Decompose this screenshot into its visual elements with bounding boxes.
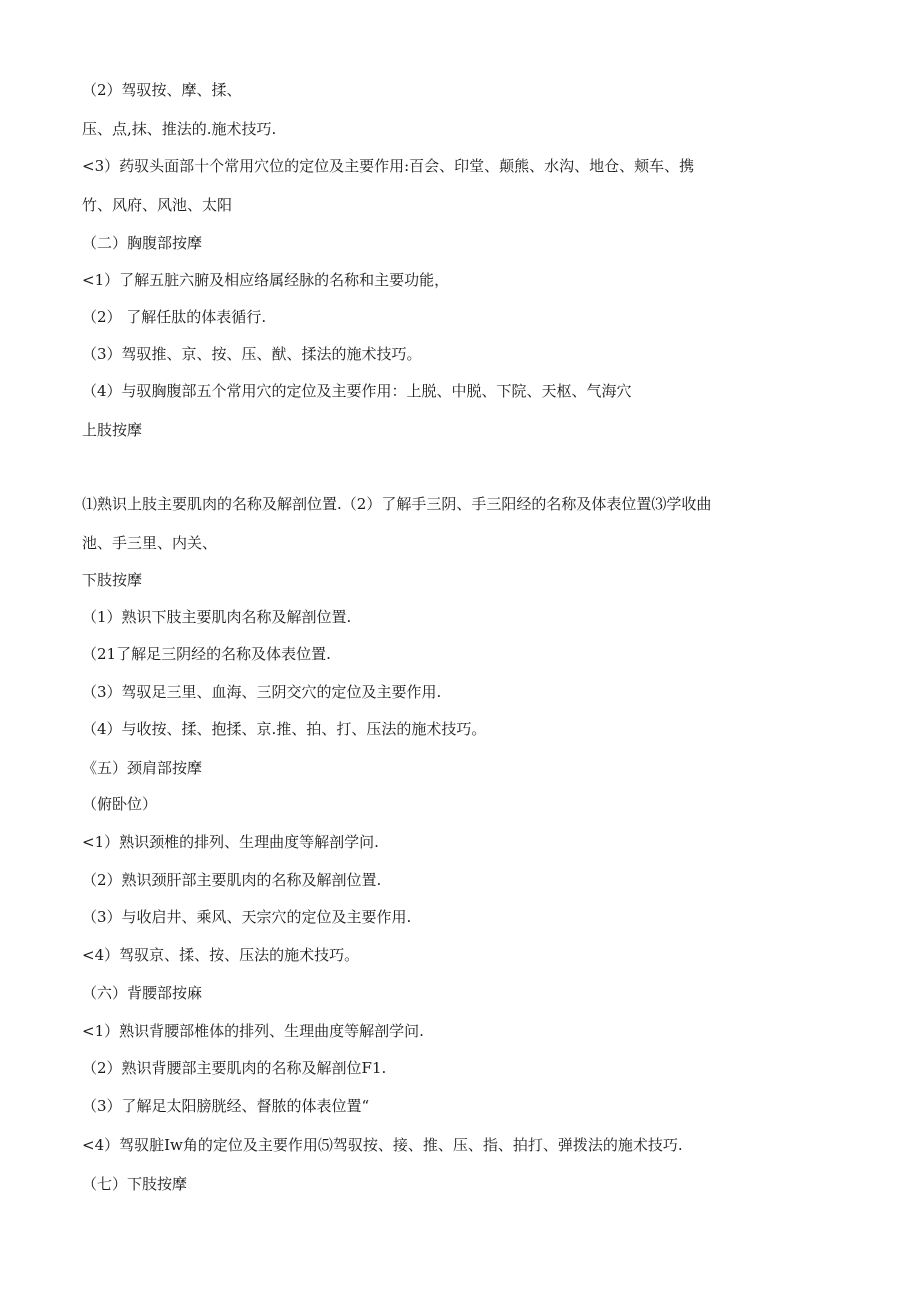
text-line: <3）药驭头面部十个常用穴位的定位及主要作用:百会、印堂、颠熊、水沟、地仓、颊车、携	[82, 157, 695, 175]
section-heading: （二）胸腹部按摩	[82, 234, 203, 252]
text-line: （1）熟识下肢主要肌肉名称及解剖位置.	[82, 608, 352, 626]
text-line: （4）与驭胸腹部五个常用穴的定位及主要作用：上脱、中脱、下院、天枢、气海穴	[82, 382, 632, 400]
text-line: <4）驾驭京、揉、按、压法的施术技巧。	[82, 946, 360, 964]
text-line: （2）熟识颈肝部主要肌肉的名称及解剖位置.	[82, 871, 382, 889]
text-line: （3）驾驭推、京、按、压、猷、揉法的施术技巧。	[82, 345, 422, 363]
text-line: 压、点,抹、推法的.施术技巧.	[82, 120, 277, 138]
text-line: <1）熟识颈椎的排列、生理曲度等解剖学问.	[82, 833, 379, 851]
text-line: （2）熟识背腰部主要肌肉的名称及解剖位F1.	[82, 1059, 387, 1077]
section-heading: 上肢按摩	[82, 421, 143, 439]
section-heading: （七）下肢按摩	[82, 1175, 188, 1193]
section-heading: （六）背腰部按麻	[82, 984, 203, 1002]
text-line: 池、手三里、内关、	[82, 534, 218, 552]
text-line: <4）驾驭脏Iw角的定位及主要作用⑸驾驭按、接、推、压、指、拍打、弹拨法的施术技巧.	[82, 1136, 683, 1154]
text-line: 竹、风府、风池、太阳	[82, 196, 233, 214]
text-line: （21了解足三阴经的名称及体表位置.	[82, 645, 331, 663]
section-heading: 下肢按摩	[82, 571, 143, 589]
text-line: （2）驾驭按、摩、揉、	[82, 81, 242, 99]
text-line: （俯卧位）	[82, 795, 158, 813]
text-line: （2） 了解任肽的体表循行.	[82, 308, 267, 326]
text-line: （4）与收按、揉、抱揉、京.推、拍、打、压法的施术技巧。	[82, 720, 487, 738]
text-line: （3）了解足太阳膀胱经、督脓的体表位置“	[82, 1097, 370, 1115]
text-line: （3）与收启井、乘风、天宗穴的定位及主要作用.	[82, 908, 412, 926]
section-heading: 《五）颈肩部按摩	[82, 759, 203, 777]
text-line: <1）了解五脏六腑及相应络属经脉的名称和主要功能，	[82, 271, 450, 289]
text-line: ⑴熟识上肢主要肌肉的名称及解剖位置.（2）了解手三阴、手三阳经的名称及体表位置⑶学收曲	[82, 495, 712, 513]
text-line: （3）驾驭足三里、血海、三阴交穴的定位及主要作用.	[82, 683, 442, 701]
text-line: <1）熟识背腰部椎体的排列、生理曲度等解剖学问.	[82, 1022, 424, 1040]
